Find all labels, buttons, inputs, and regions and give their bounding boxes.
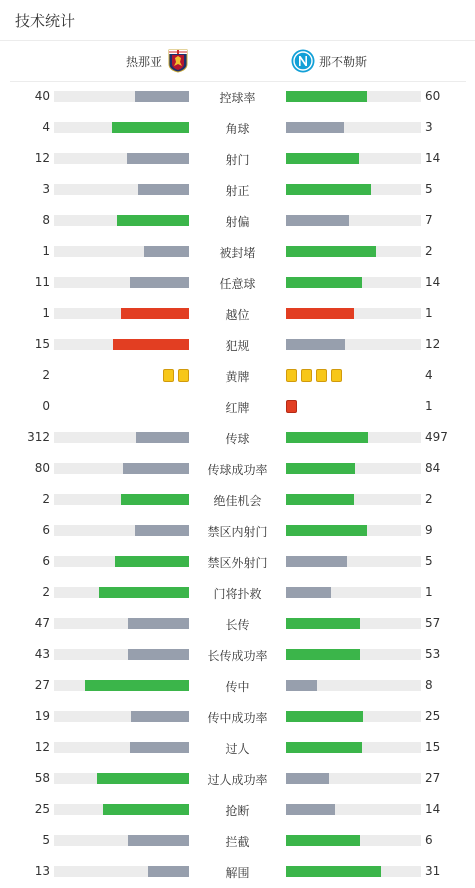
stat-label: 禁区外射门 bbox=[207, 556, 268, 570]
away-value: 27 bbox=[425, 771, 441, 785]
home-value: 13 bbox=[34, 864, 50, 878]
home-value: 6 bbox=[42, 523, 50, 537]
stat-row bbox=[0, 361, 475, 392]
home-value: 80 bbox=[34, 461, 50, 475]
stat-row bbox=[0, 547, 475, 578]
home-bar-track bbox=[54, 339, 189, 350]
yellow-card-icon bbox=[286, 369, 297, 382]
stat-label: 长传成功率 bbox=[207, 649, 268, 663]
away-bar-fill bbox=[286, 618, 360, 629]
stat-label: 过人 bbox=[225, 742, 250, 756]
stat-row bbox=[0, 702, 475, 733]
home-bar-fill bbox=[144, 246, 189, 257]
home-bar-track bbox=[54, 184, 189, 195]
home-bar-track bbox=[54, 494, 189, 505]
away-value: 53 bbox=[425, 647, 441, 661]
stat-row bbox=[0, 764, 475, 795]
yellow-card-icon bbox=[301, 369, 312, 382]
away-bar-track bbox=[286, 463, 421, 474]
home-bar-track bbox=[54, 308, 189, 319]
teams-header bbox=[10, 41, 466, 82]
stat-row bbox=[0, 640, 475, 671]
stat-row bbox=[0, 268, 475, 299]
away-bar-track bbox=[286, 711, 421, 722]
away-bar-track bbox=[286, 494, 421, 505]
home-bar-fill bbox=[123, 463, 189, 474]
away-bar-fill bbox=[286, 432, 368, 443]
stat-label: 红牌 bbox=[225, 401, 250, 415]
away-bar-track bbox=[286, 277, 421, 288]
away-bar-fill bbox=[286, 463, 355, 474]
away-value: 12 bbox=[425, 337, 441, 351]
home-bar-fill bbox=[99, 587, 189, 598]
away-value: 1 bbox=[425, 585, 433, 599]
home-bar-track bbox=[54, 91, 189, 102]
home-bar-fill bbox=[130, 277, 189, 288]
stat-label: 抢断 bbox=[225, 804, 250, 818]
away-bar-fill bbox=[286, 649, 360, 660]
stat-row bbox=[0, 485, 475, 516]
home-value: 11 bbox=[34, 275, 50, 289]
home-value: 58 bbox=[34, 771, 50, 785]
home-bar-fill bbox=[113, 339, 189, 350]
home-value: 12 bbox=[34, 151, 50, 165]
away-bar-track bbox=[286, 339, 421, 350]
away-bar-track bbox=[286, 773, 421, 784]
away-bar-fill bbox=[286, 153, 359, 164]
away-bar-track bbox=[286, 525, 421, 536]
home-bar-track bbox=[54, 711, 189, 722]
away-bar-fill bbox=[286, 91, 367, 102]
away-bar-fill bbox=[286, 556, 347, 567]
home-value: 312 bbox=[27, 430, 50, 444]
stat-row bbox=[0, 578, 475, 609]
away-team-name: 那不勒斯 bbox=[319, 54, 368, 69]
away-bar-track bbox=[286, 680, 421, 691]
away-bar-track bbox=[286, 556, 421, 567]
away-team[interactable] bbox=[291, 49, 367, 73]
away-bar-fill bbox=[286, 277, 362, 288]
away-value: 3 bbox=[425, 120, 433, 134]
stat-label: 解围 bbox=[225, 866, 250, 880]
home-bar-fill bbox=[128, 649, 189, 660]
home-value: 2 bbox=[42, 368, 50, 382]
stat-label: 传中 bbox=[225, 680, 250, 694]
stat-label: 禁区内射门 bbox=[207, 525, 268, 539]
home-bar-track bbox=[54, 463, 189, 474]
home-bar-track bbox=[54, 618, 189, 629]
away-value: 84 bbox=[425, 461, 441, 475]
yellow-card-icon bbox=[163, 369, 174, 382]
stat-row bbox=[0, 82, 475, 113]
home-bar-fill bbox=[115, 556, 189, 567]
home-bar-fill bbox=[135, 91, 189, 102]
stat-label: 控球率 bbox=[219, 91, 256, 105]
away-value: 7 bbox=[425, 213, 433, 227]
away-bar-fill bbox=[286, 804, 335, 815]
home-bar-track bbox=[54, 432, 189, 443]
home-bar-track bbox=[54, 556, 189, 567]
home-bar-track bbox=[54, 246, 189, 257]
napoli-crest-icon bbox=[291, 49, 315, 73]
stat-row bbox=[0, 671, 475, 702]
home-bar-fill bbox=[121, 494, 189, 505]
home-value: 3 bbox=[42, 182, 50, 196]
away-bar-fill bbox=[286, 215, 349, 226]
away-cards bbox=[286, 369, 342, 382]
home-bar-fill bbox=[148, 866, 189, 877]
stat-label: 越位 bbox=[225, 308, 250, 322]
home-bar-fill bbox=[131, 711, 189, 722]
away-bar-track bbox=[286, 866, 421, 877]
stat-row bbox=[0, 175, 475, 206]
page-header bbox=[0, 0, 475, 41]
stat-row bbox=[0, 516, 475, 547]
away-bar-fill bbox=[286, 308, 354, 319]
away-bar-track bbox=[286, 122, 421, 133]
home-value: 47 bbox=[34, 616, 50, 630]
home-value: 43 bbox=[34, 647, 50, 661]
away-value: 6 bbox=[425, 833, 433, 847]
away-bar-fill bbox=[286, 866, 381, 877]
away-value: 25 bbox=[425, 709, 441, 723]
stat-label: 角球 bbox=[225, 122, 250, 136]
home-value: 2 bbox=[42, 492, 50, 506]
home-bar-fill bbox=[103, 804, 189, 815]
home-value: 8 bbox=[42, 213, 50, 227]
away-bar-fill bbox=[286, 835, 360, 846]
away-value: 14 bbox=[425, 275, 441, 289]
home-value: 2 bbox=[42, 585, 50, 599]
home-value: 0 bbox=[42, 399, 50, 413]
stat-row bbox=[0, 423, 475, 454]
stat-label: 犯规 bbox=[225, 339, 250, 353]
stat-row bbox=[0, 237, 475, 268]
home-bar-fill bbox=[85, 680, 189, 691]
away-value: 497 bbox=[425, 430, 448, 444]
yellow-card-icon bbox=[178, 369, 189, 382]
home-value: 19 bbox=[34, 709, 50, 723]
away-bar-fill bbox=[286, 339, 345, 350]
stat-label: 门将扑救 bbox=[213, 587, 262, 601]
home-bar-fill bbox=[121, 308, 189, 319]
away-value: 2 bbox=[425, 492, 433, 506]
stat-row bbox=[0, 299, 475, 330]
home-value: 4 bbox=[42, 120, 50, 134]
away-bar-track bbox=[286, 432, 421, 443]
yellow-card-icon bbox=[316, 369, 327, 382]
away-bar-track bbox=[286, 308, 421, 319]
home-value: 40 bbox=[34, 89, 50, 103]
home-bar-fill bbox=[112, 122, 189, 133]
home-bar-track bbox=[54, 277, 189, 288]
away-value: 60 bbox=[425, 89, 441, 103]
page-title: 技术统计 bbox=[15, 12, 76, 30]
stat-label: 传球 bbox=[225, 432, 250, 446]
stat-label: 拦截 bbox=[225, 835, 250, 849]
home-bar-track bbox=[54, 835, 189, 846]
stat-label: 任意球 bbox=[219, 277, 256, 291]
away-bar-track bbox=[286, 91, 421, 102]
stat-row bbox=[0, 454, 475, 485]
stat-row bbox=[0, 144, 475, 175]
stat-row bbox=[0, 795, 475, 826]
home-bar-fill bbox=[136, 432, 189, 443]
stat-row bbox=[0, 826, 475, 857]
away-value: 8 bbox=[425, 678, 433, 692]
home-bar-track bbox=[54, 122, 189, 133]
stat-label: 被封堵 bbox=[219, 246, 256, 260]
home-bar-track bbox=[54, 649, 189, 660]
home-bar-track bbox=[54, 773, 189, 784]
stat-row bbox=[0, 330, 475, 361]
stat-label: 传中成功率 bbox=[207, 711, 268, 725]
away-bar-fill bbox=[286, 122, 344, 133]
home-value: 1 bbox=[42, 244, 50, 258]
home-bar-fill bbox=[135, 525, 189, 536]
stat-row bbox=[0, 609, 475, 640]
home-value: 25 bbox=[34, 802, 50, 816]
home-bar-track bbox=[54, 742, 189, 753]
home-bar-track bbox=[54, 804, 189, 815]
home-team[interactable] bbox=[126, 49, 188, 73]
away-bar-fill bbox=[286, 494, 354, 505]
stat-row bbox=[0, 392, 475, 423]
away-bar-fill bbox=[286, 246, 376, 257]
home-bar-track bbox=[54, 587, 189, 598]
home-bar-track bbox=[54, 525, 189, 536]
away-value: 5 bbox=[425, 554, 433, 568]
stat-label: 黄牌 bbox=[225, 370, 250, 384]
away-value: 15 bbox=[425, 740, 441, 754]
home-bar-track bbox=[54, 680, 189, 691]
home-value: 5 bbox=[42, 833, 50, 847]
home-bar-track bbox=[54, 153, 189, 164]
stat-label: 长传 bbox=[225, 618, 250, 632]
stat-label: 射门 bbox=[225, 153, 250, 167]
stat-row bbox=[0, 206, 475, 237]
stat-label: 射偏 bbox=[225, 215, 250, 229]
home-value: 27 bbox=[34, 678, 50, 692]
home-bar-fill bbox=[117, 215, 189, 226]
away-value: 14 bbox=[425, 151, 441, 165]
away-bar-fill bbox=[286, 742, 362, 753]
home-team-name: 热那亚 bbox=[125, 54, 162, 69]
away-bar-fill bbox=[286, 184, 371, 195]
away-bar-track bbox=[286, 618, 421, 629]
home-bar-fill bbox=[130, 742, 189, 753]
away-bar-fill bbox=[286, 680, 317, 691]
stat-label: 过人成功率 bbox=[207, 773, 268, 787]
away-bar-track bbox=[286, 649, 421, 660]
stat-label: 传球成功率 bbox=[207, 463, 268, 477]
home-bar-track bbox=[54, 866, 189, 877]
stat-row bbox=[0, 733, 475, 764]
home-cards bbox=[163, 369, 189, 382]
away-value: 4 bbox=[425, 368, 433, 382]
home-value: 15 bbox=[34, 337, 50, 351]
home-value: 6 bbox=[42, 554, 50, 568]
away-bar-track bbox=[286, 742, 421, 753]
away-bar-track bbox=[286, 246, 421, 257]
home-bar-fill bbox=[128, 835, 189, 846]
away-value: 5 bbox=[425, 182, 433, 196]
stats-table bbox=[0, 82, 475, 888]
away-value: 2 bbox=[425, 244, 433, 258]
away-bar-fill bbox=[286, 773, 329, 784]
home-bar-track bbox=[54, 215, 189, 226]
away-value: 1 bbox=[425, 306, 433, 320]
stat-label: 绝佳机会 bbox=[213, 494, 262, 508]
home-bar-fill bbox=[128, 618, 189, 629]
away-value: 57 bbox=[425, 616, 441, 630]
away-bar-track bbox=[286, 587, 421, 598]
home-bar-fill bbox=[127, 153, 189, 164]
away-value: 9 bbox=[425, 523, 433, 537]
home-value: 12 bbox=[34, 740, 50, 754]
home-bar-fill bbox=[97, 773, 189, 784]
home-value: 1 bbox=[42, 306, 50, 320]
away-bar-fill bbox=[286, 711, 363, 722]
away-bar-track bbox=[286, 153, 421, 164]
away-bar-fill bbox=[286, 525, 367, 536]
away-bar-fill bbox=[286, 587, 331, 598]
stat-label: 射正 bbox=[225, 184, 250, 198]
stat-row bbox=[0, 113, 475, 144]
away-bar-track bbox=[286, 835, 421, 846]
away-value: 1 bbox=[425, 399, 433, 413]
away-value: 31 bbox=[425, 864, 441, 878]
genoa-crest-icon bbox=[168, 49, 188, 73]
stat-row bbox=[0, 857, 475, 888]
yellow-card-icon bbox=[331, 369, 342, 382]
away-cards bbox=[286, 400, 297, 413]
red-card-icon bbox=[286, 400, 297, 413]
home-bar-fill bbox=[138, 184, 189, 195]
away-value: 14 bbox=[425, 802, 441, 816]
away-bar-track bbox=[286, 215, 421, 226]
away-bar-track bbox=[286, 804, 421, 815]
away-bar-track bbox=[286, 184, 421, 195]
